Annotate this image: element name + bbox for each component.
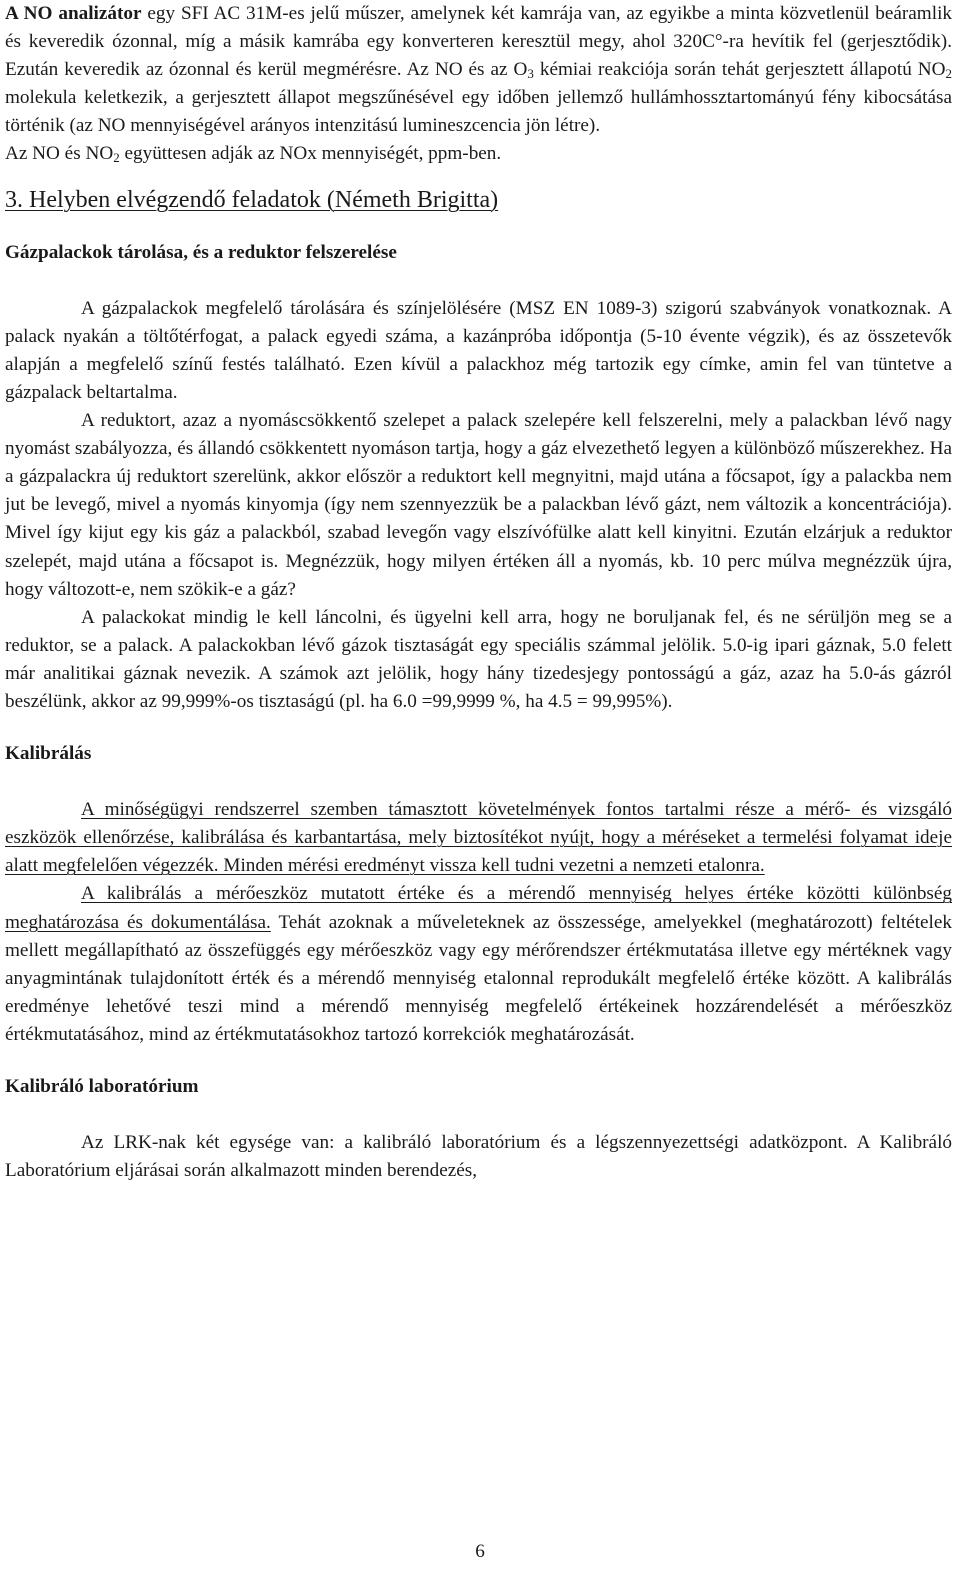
document-page [5, 0, 952, 1185]
subsection-heading-calibration-lab: Kalibráló laboratórium [5, 1076, 199, 1097]
intro-lead: A NO analizátor [5, 3, 142, 24]
calibration-paragraph-1 [5, 796, 952, 880]
calibration-definition: A kalibrálás a mérőeszköz mutatott értéke és a mérendő mennyiség helyes értéke közötti különbség meghatározása és dokumentálása. [5, 883, 952, 933]
subscript: 2 [945, 66, 952, 82]
page-number: 6 [475, 1541, 485, 1562]
calibration-paragraph-2 [5, 880, 952, 1049]
subscript: 3 [527, 66, 534, 82]
subsection-heading-calibration: Kalibrálás [5, 743, 92, 765]
gas-paragraph-1: A gázpalackok megfelelő tárolására és színjelölésére (MSZ EN 1089-3) szigorú szabványok vonatkoznak. A palack nyakán a töltőtérfogat, a palack egyedi száma, a kazánpróba időpontja (5-10 évente végzik), és az összetevők alapján a megfelelő színű festés található. Ezen kívül a palackhoz még tartozik egy címke, amin fel van tüntetve a gázpalack beltartalma. [5, 297, 952, 403]
nox-text-a: Az NO és NO [5, 143, 114, 165]
intro-text-b: kémiai reakciója során tehát gerjesztett állapotú NO [533, 59, 946, 81]
section-title: 3. Helyben elvégzendő feladatok (Németh Brigitta) [5, 186, 499, 213]
intro-text-c: molekula keletkezik, a gerjesztett állapot megszűnésével egy időben jellemző hullámhossztartományú fény kibocsátása történik (az NO mennyiségével arányos intenzitású lumineszcencia jön létre). [5, 87, 952, 137]
subsection-heading-gas-cylinders: Gázpalackok tárolása, és a reduktor felszerelése [5, 241, 397, 263]
lab-paragraph: Az LRK-nak két egysége van: a kalibráló laboratórium és a légszennyezettségi adatközpont. A Kalibráló Laboratórium eljárásai során alkalmazott minden berendezés, [5, 1132, 952, 1182]
calibration-text: Tehát azoknak a műveleteknek az összessége, amelyekkel (meghatározott) feltételek mellett megállapítható az összefüggés egy mérőeszköz vagy egy mérőrendszer értékmutatása illetve egy mértéknek vagy anyagmintának tulajdonított érték és a mérendő mennyiség etalonnal reprodukált megfelelő értéke között. A kalibrálás eredménye lehetővé teszi mind a mérendő mennyiség megfelelő értékeinek hozzárendelését a mérőeszköz értékmutatásához, mind az értékmutatásokhoz tartozó korrekciók meghatározását. [5, 911, 952, 1045]
intro-paragraph [5, 0, 952, 140]
nox-text-b: együttesen adják az NOx mennyiségét, ppm-ben. [119, 143, 502, 165]
gas-paragraph-2: A reduktort, azaz a nyomáscsökkentő szelepet a palack szelepére kell felszerelni, mely a palackban lévő nagy nyomást szabályozza, és állandó csökkentett nyomáson tartja, hogy a gáz elvezethető legyen a különböző műszerekhez. Ha a gázpalackra új reduktort szerelünk, akkor először a reduktort kell megnyitni, majd utána a főcsapot, így a palackba nem jut be levegő, mivel a nyomás kinyomja (így nem szennyezzük be a palackban lévő gázt, nem változik a koncentrációja). Mivel így kijut egy kis gáz a palackból, szabad levegőn vagy elszívófülke alatt kell kinyitni. Ezután elzárjuk a reduktor szelepét, majd utána a főcsapot is. Megnézzük, hogy milyen értéken áll a nyomás, kb. 10 perc múlva megnézzük újra, hogy változott-e, nem szökik-e a gáz? [5, 410, 952, 600]
calibration-underlined-text: A minőségügyi rendszerrel szemben támasztott követelmények fontos tartalmi része a mérő- és vizsgáló eszközök ellenőrzése, kalibrálása és karbantartása, mely biztosítékot nyújt, hogy a méréseket a termelési folyamat ideje alatt megfelelően végezzék. Minden mérési eredményt vissza kell tudni vezetni a nemzeti etalonra. [5, 799, 952, 877]
intro-text-a: egy SFI AC 31M-es jelű műszer, amelynek két kamrája van, az egyikbe a minta közvetlenül beáramlik és keveredik ózonnal, míg a másik kamrába egy konverteren keresztül megy, ahol 320C°-ra hevítik fel (gerjesztődik). Ezután keveredik az ózonnal és kerül megmérésre. Az NO és az O [5, 3, 952, 81]
nox-paragraph [5, 140, 952, 168]
gas-paragraph-3: A palackokat mindig le kell láncolni, és ügyelni kell arra, hogy ne boruljanak fel, és ne sérüljön meg se a reduktor, se a palack. A palackokban lévő gázok tisztaságát egy speciális számmal jelölik. 5.0-ig ipari gáznak, 5.0 felett már analitikai gáznak nevezik. A számok azt jelölik, hogy hány tizedesjegy pontosságú a gáz, azaz ha 5.0-ás gázról beszélünk, akkor az 99,999%-os tisztaságú (pl. ha 6.0 =99,9999 %, ha 4.5 = 99,995%). [5, 606, 952, 712]
subscript: 2 [113, 150, 120, 166]
